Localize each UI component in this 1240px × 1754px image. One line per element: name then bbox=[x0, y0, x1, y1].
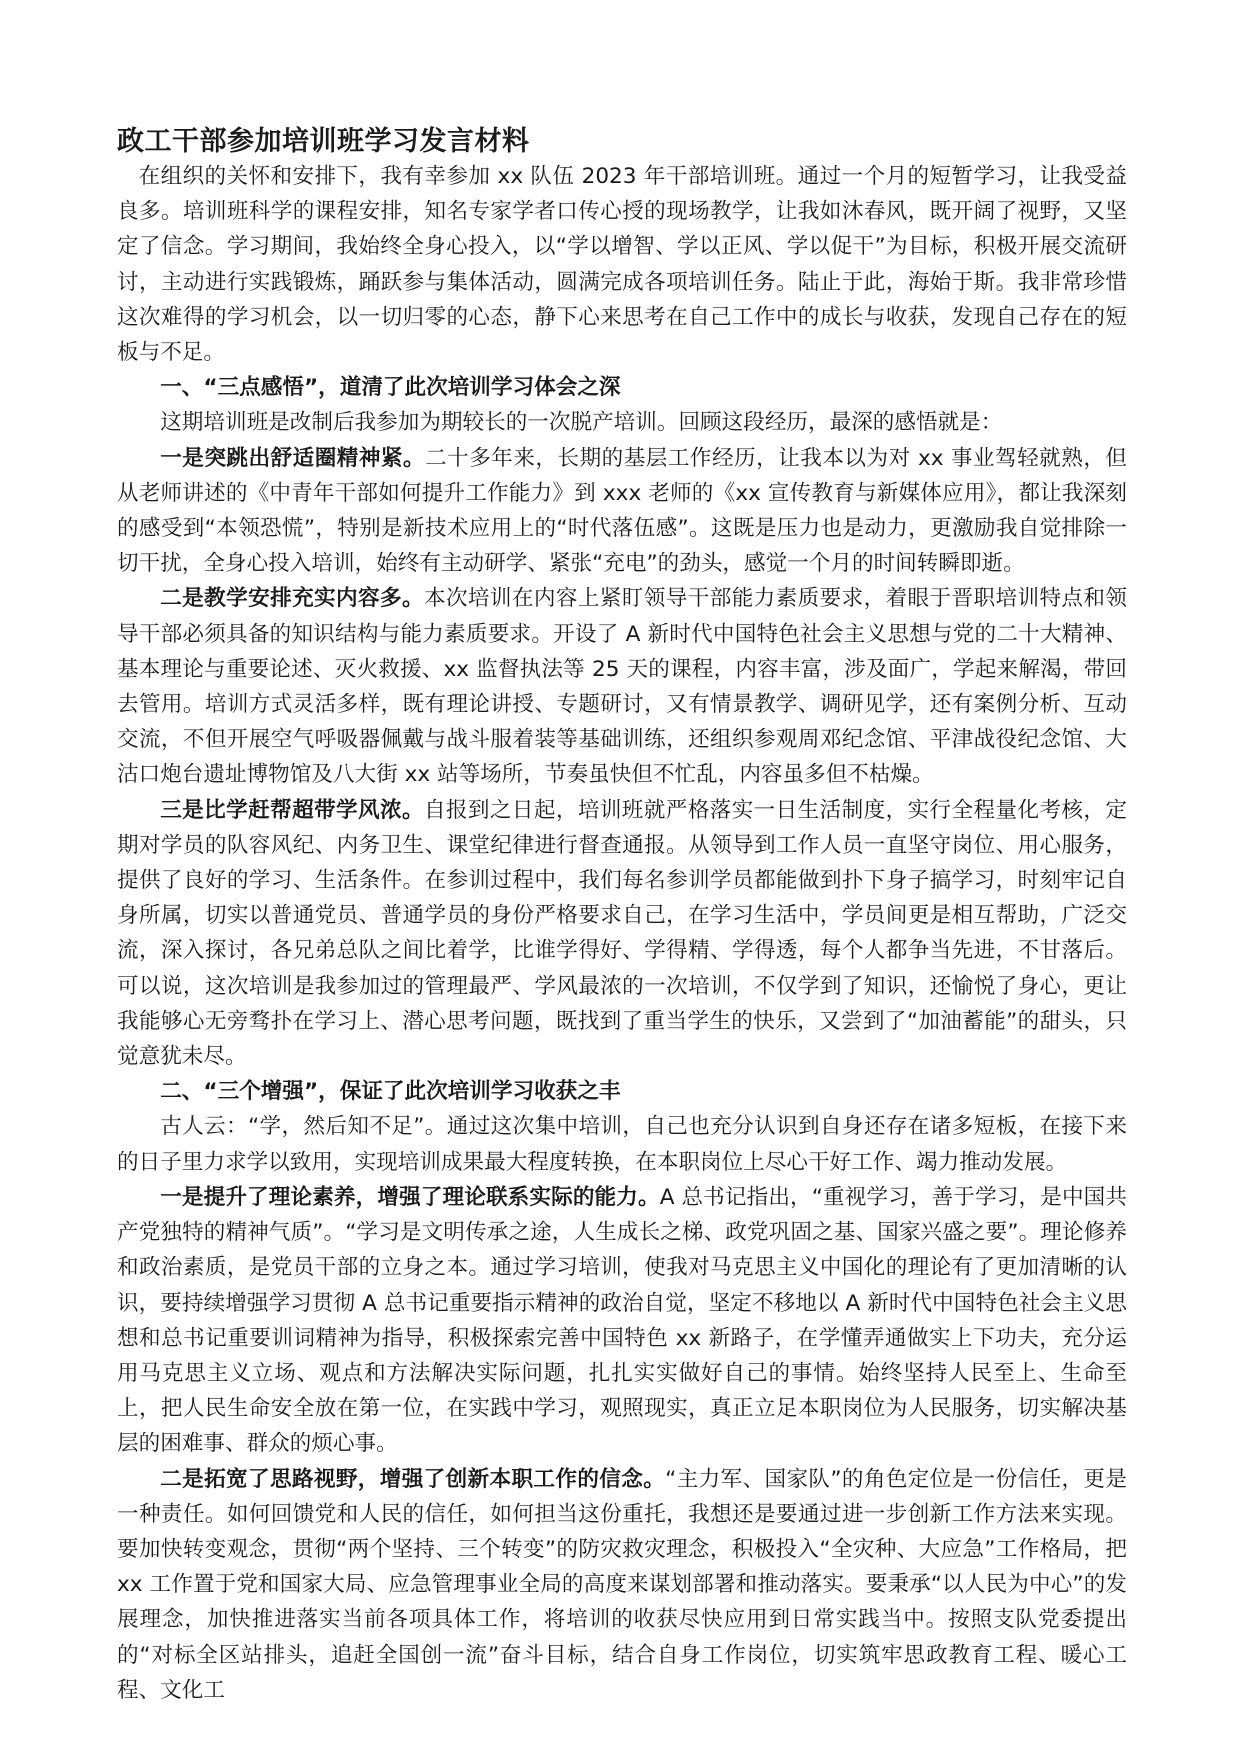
section-1-point-3 bbox=[117, 793, 1127, 1075]
section-1-heading: 一、“三点感悟”，道清了此次培训学习体会之深 bbox=[160, 375, 621, 401]
document-title: 政工干部参加培训班学习发言材料 bbox=[117, 126, 530, 157]
section-1-point-1-text: 二十多年来，长期的基层工作经历，让我本以为对 xx 事业驾轻就熟，但从老师讲述的《中青年干部如何提升工作能力》到 xxx 老师的《xx 宣传教育与新媒体应用》，都让我深刻的感受到“本领恐慌”，特别是新技术应用上的“时代落伍感”。这既是压力也是动力，更激励我自觉排除一切干扰，全身心投入培训，始终有主动研学、紧张“充电”的劲头，感觉一个月的时间转瞬即逝。 bbox=[117, 445, 1127, 577]
section-2-point-1-text: A 总书记指出，“重视学习，善于学习，是中国共产党独特的精神气质”。“学习是文明传承之途，人生成长之梯、政党巩固之基、国家兴盛之要”。理论修养和政治素质，是党员干部的立身之本。通过学习培训，使我对马克思主义中国化的理论有了更加清晰的认识，要持续增强学习贯彻 A 总书记重要指示精神的政治自觉，坚定不移地以 A 新时代中国特色社会主义思想和总书记重要训词精神为指导，积极探索完善中国特色 xx 新路子，在学懂弄通做实上下功夫，充分运用马克思主义立场、观点和方法解决实际问题，扎扎实实做好自己的事情。始终坚持人民至上、生命至上，把人民生命安全放在第一位，在实践中学习，观照现实，真正立足本职岗位为人民服务，切实解决基层的困难事、群众的烦心事。 bbox=[117, 1184, 1127, 1457]
section-2-point-1 bbox=[117, 1180, 1127, 1462]
section-1-point-2-text: 本次培训在内容上紧盯领导干部能力素质要求，着眼于晋职培训特点和领导干部必须具备的知识结构与能力素质要求。开设了 A 新时代中国特色社会主义思想与党的二十大精神、基本理论与重要论述、灭火救援、xx 监督执法等 25 天的课程，内容丰富，涉及面广，学起来解渴，带回去管用。培训方式灵活多样，既有理论讲授、专题研讨，又有情景教学、调研见学，还有案例分析、互动交流，不但开展空气呼吸器佩戴与战斗服着装等基础训练，还组织参观周邓纪念馆、平津战役纪念馆、大沽口炮台遗址博物馆及八大街 xx 站等场所，节奏虽快但不忙乱，内容虽多但不枯燥。 bbox=[117, 586, 1127, 788]
section-1-point-3-lead: 三是比学赶帮超带学风浓。 bbox=[160, 797, 424, 823]
section-2-intro: 古人云：“学，然后知不足”。通过这次集中培训，自己也充分认识到自身还存在诸多短板，在接下来的日子里力求学以致用，实现培训成果最大程度转换，在本职岗位上尽心干好工作、竭力推动发展。 bbox=[117, 1114, 1127, 1175]
intro-paragraph: 在组织的关怀和安排下，我有幸参加 xx 队伍 2023 年干部培训班。通过一个月的短暂学习，让我受益良多。培训班科学的课程安排，知名专家学者口传心授的现场教学，让我如沐春风，既开阔了视野，又坚定了信念。学习期间，我始终全身心投入，以“学以增智、学以正风、学以促干”为目标，积极开展交流研讨，主动进行实践锻炼，踊跃参与集体活动，圆满完成各项培训任务。陆止于此，海始于斯。我非常珍惜这次难得的学习机会，以一切归零的心态，静下心来思考在自己工作中的成长与收获，发现自己存在的短板与不足。 bbox=[117, 164, 1127, 366]
section-2-heading: 二、“三个增强”，保证了此次培训学习收获之丰 bbox=[160, 1079, 621, 1105]
document-page bbox=[117, 124, 1127, 1708]
section-2-point-2 bbox=[117, 1462, 1127, 1708]
section-1-point-2-lead: 二是教学安排充实内容多。 bbox=[160, 586, 424, 612]
section-2-point-2-lead: 二是拓宽了思路视野，增强了创新本职工作的信念。 bbox=[160, 1466, 666, 1492]
section-2-point-1-lead: 一是提升了理论素养，增强了理论联系实际的能力。 bbox=[160, 1184, 660, 1210]
section-1-point-3-text: 自报到之日起，培训班就严格落实一日生活制度，实行全程量化考核，定期对学员的队容风纪、内务卫生、课堂纪律进行督查通报。从领导到工作人员一直坚守岗位、用心服务，提供了良好的学习、生活条件。在参训过程中，我们每名参训学员都能做到扑下身子搞学习，时刻牢记自身所属，切实以普通党员、普通学员的身份严格要求自己，在学习生活中，学员间更是相互帮助，广泛交流，深入探讨，各兄弟总队之间比着学，比谁学得好、学得精、学得透，每个人都争当先进，不甘落后。可以说，这次培训是我参加过的管理最严、学风最浓的一次培训，不仅学到了知识，还愉悦了身心，更让我能够心无旁骛扑在学习上、潜心思考问题，既找到了重当学生的快乐，又尝到了“加油蓄能”的甜头，只觉意犹未尽。 bbox=[117, 797, 1127, 1070]
section-2-point-2-text: “主力军、国家队”的角色定位是一份信任，更是一种责任。如何回馈党和人民的信任，如何担当这份重托，我想还是要通过进一步创新工作方法来实现。要加快转变观念，贯彻“两个坚持、三个转变”的防灾救灾理念，积极投入“全灾种、大应急”工作格局，把 xx 工作置于党和国家大局、应急管理事业全局的高度来谋划部署和推动落实。要秉承“以人民为中心”的发展理念，加快推进落实当前各项具体工作，将培训的收获尽快应用到日常实践当中。按照支队党委提出的“对标全区站排头，追赶全国创一流”奋斗目标，结合自身工作岗位，切实筑牢思政教育工程、暖心工程、文化工 bbox=[117, 1466, 1127, 1703]
section-1-point-2 bbox=[117, 581, 1127, 792]
section-1-point-1 bbox=[117, 441, 1127, 582]
section-1-point-1-lead: 一是突跳出舒适圈精神紧。 bbox=[160, 445, 426, 471]
section-1-intro: 这期培训班是改制后我参加为期较长的一次脱产培训。回顾这段经历，最深的感悟就是： bbox=[160, 410, 1003, 436]
